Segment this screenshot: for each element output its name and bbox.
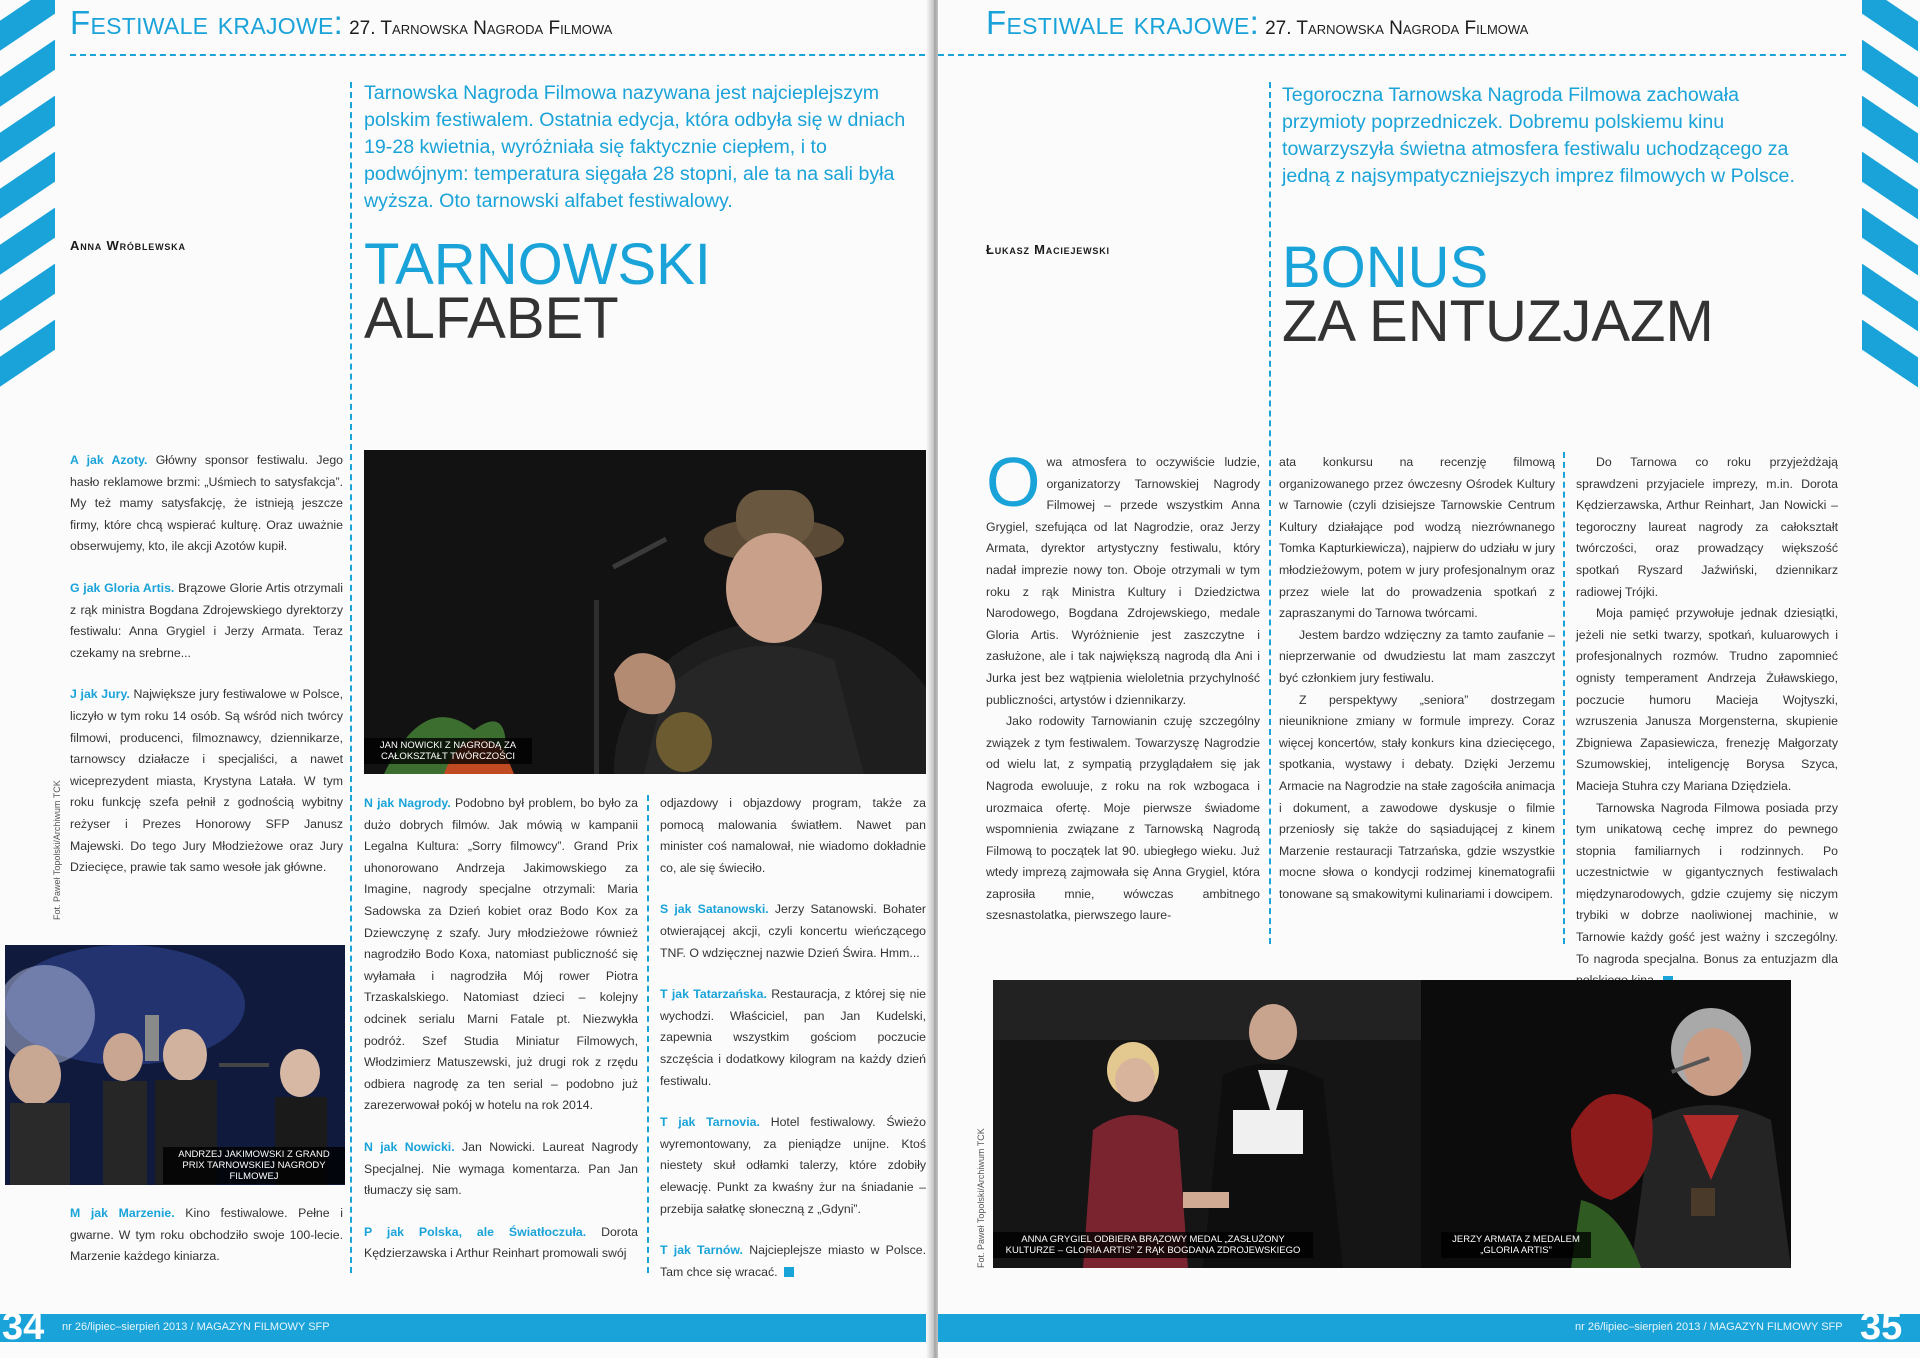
entry-keyword: P jak Polska, ale Światłoczuła.	[364, 1224, 587, 1239]
section-header-left	[70, 4, 612, 44]
article-title-line2-left: ALFABET	[364, 286, 619, 351]
entry-keyword: A jak Azoty.	[70, 453, 148, 467]
photo-jerzy-armata	[1421, 980, 1791, 1268]
paragraph: Z perspektywy „seniora” dostrzegam nieuniknione zmiany w formule imprezy. Coraz więcej koncertów, stały konkurs kina dziecięcego, spotkania, wystawy i debaty. Dzięki Jerzemu Armacie na Nagrodzie na stałe zagościła animacja i dokument, a zawodowe dyskusje o filmie przeniosły się także do sąsiadującej z kinem Marzenie restauracji Tatrzańska, gdzie wszystkie mocne słowa o kondycji rodzimej kinematografii tonowane są smakowitymi kulinariami i dowcipem.	[1279, 692, 1555, 901]
alphabet-entry	[660, 984, 926, 1092]
alphabet-entry	[660, 899, 926, 964]
column-divider	[1269, 82, 1271, 944]
alphabet-entry	[364, 1137, 638, 1202]
alphabet-entry	[660, 1112, 926, 1220]
decorative-stripes-right	[1858, 0, 1918, 400]
photo-andrzej-jakimowski	[5, 945, 345, 1185]
article-column-1	[70, 450, 343, 899]
entry-keyword: G jak Gloria Artis.	[70, 580, 175, 595]
paragraph	[986, 443, 1260, 711]
photo-credit: Fot. Paweł Topolski/Archiwum TCK	[52, 780, 62, 920]
entry-keyword: M jak Marzenie.	[70, 1206, 175, 1220]
article-title-line1-right: BONUS	[1282, 235, 1489, 300]
entry-keyword: N jak Nagrody.	[364, 796, 451, 810]
entry-text: Restauracja, z której się nie wychodzi. Właściciel, pan Jan Kudelski, zapewnia wszystkim gościom poczucie szczęścia i dodatkowy kilogram na każdy dzień festiwalu.	[660, 987, 927, 1088]
entry-text: Główny sponsor festiwalu. Jego hasło reklamowe brzmi: „Uśmiech to satysfakcja”. My też mamy satysfakcję, że istnieją jeszcze firmy, które chcą wspierać kulturę. Oraz uważnie obserwujemy, kto, ile akcji Azotów kupił.	[70, 453, 343, 554]
header-rule-left	[70, 54, 925, 56]
entry-keyword: T jak Tarnovia.	[660, 1115, 760, 1130]
left-page	[0, 0, 930, 1358]
lead-paragraph-left: Tarnowska Nagroda Filmowa nazywana jest najcieplejszym polskim festiwalem. Ostatnia edycja, która odbyła się w dniach 19-28 kwietnia, wyróżniała się faktycznie ciepłem, i to podwójnym: temperatura sięgała 28 stopni, ale ta na sali była wyższa. Oto tarnowski alfabet festiwalowy.	[364, 82, 906, 212]
author-name-right: Łukasz Maciejewski	[986, 242, 1110, 257]
entry-text: Podobno był problem, bo było za dużo dobrych filmów. Jak mówią w kampanii Legalna Kultura: „Sorry filmowcy”. Grand Prix uhonorowano Andrzeja Jakimowskiego za Imagine, nagrody specjalne otrzymali: Maria Sadowska za Dzień kobiet oraz Bodo Kox za Dziewczynę z szafy. Jury młodzieżowe również nagrodziło Bodo Koxa, natomiast publiczność się wyłamała i nagrodziła Mój rower Piotra Trzaskalskiego. Natomiast dzieci – kolejny odcinek serialu Marni Fatale pt. Niezwykła podróż. Szef Studia Miniatur Filmowych, Włodzimierz Matuszewski, już drugi rok z rzędu odbiera nagrodę za ten serial – podobno już zarezerwował pokój w hotelu na rok 2014.	[364, 796, 638, 1113]
photo-caption: ANNA GRYGIEL ODBIERA BRĄZOWY MEDAL „ZASŁUŻONY KULTURZE – GLORIA ARTIS” Z RĄK BOGDANA ZDROJEWSKIEGO	[993, 1232, 1313, 1258]
column-divider	[647, 795, 649, 1273]
page-number-right: 35	[1860, 1306, 1903, 1348]
alphabet-entry	[364, 1222, 638, 1265]
alphabet-entry	[70, 1203, 343, 1268]
entry-text: Dorota Kędzierzawska i Arthur Reinhart promowali swój	[364, 1224, 638, 1261]
article-column-1-right	[986, 443, 1260, 927]
photo-caption: ANDRZEJ JAKIMOWSKI Z GRAND PRIX TARNOWSKIEJ NAGRODY FILMOWEJ	[163, 1147, 345, 1184]
header-rule-right	[938, 54, 1846, 56]
end-of-article-mark	[784, 1267, 794, 1277]
photo-jerzy-armata-image	[1421, 980, 1791, 1268]
paragraph-text: wa atmosfera to oczywiście ludzie, organizatorzy Tarnowskiej Nagrody Filmowej – przede wszystkim Anna Grygiel, szefująca od lat Nagrodzie, oraz Jerzy Armata, dyrektor artystyczny festiwalu, który nadał imprezie nowy ton. Oboje otrzymali w tym roku z rąk Ministra Kultury i Dziedzictwa Narodowego, Bogdana Zdrojewskiego, medale Gloria Artis. Wyróżnienie jest zaszczytne i zasłużone, ale i tak największą nagrodą dla Ani i Jurka jest bez wątpienia wieloletnia przychylność publiczności, artystów i dziennikarzy.	[986, 455, 1260, 707]
entry-keyword: N jak Nowicki.	[364, 1139, 455, 1154]
alphabet-entry	[364, 793, 638, 1117]
paragraph: Do Tarnowa co roku przyjeżdżają sprawdzeni przyjaciele imprezy, m.in. Dorota Kędzierzawska, Arthur Reinhart, Jan Nowicki – tegoroczny laureat nagrody za całokształt twórczości, oraz prowadzący większość spotkań Ryszard Jaźwiński, dziennikarz radiowej Trójki.	[1576, 455, 1838, 599]
photo-credit: Fot. Paweł Topolski/Archiwum TCK	[976, 1128, 986, 1268]
section-header-sub: 27. Tarnowska Nagroda Filmowa	[1265, 18, 1529, 39]
alphabet-entry	[70, 450, 343, 558]
section-header-main: Festiwale krajowe:	[986, 4, 1260, 41]
photo-jan-nowicki	[364, 450, 930, 774]
section-header-sub: 27. Tarnowska Nagroda Filmowa	[349, 18, 613, 39]
footer-magazine: / MAGAZYN FILMOWY SFP	[1703, 1321, 1843, 1333]
author-name-left: Anna Wróblewska	[70, 238, 186, 253]
entry-keyword: J jak Jury.	[70, 687, 130, 702]
footer-magazine: / MAGAZYN FILMOWY SFP	[190, 1321, 330, 1333]
paragraph-text: Tarnowska Nagroda Filmowa posiada przy tym unikatową cechę imprez do pewnego stopnia familiarnych i rodzinnych. Po uczestnictwie w gigantycznych festiwalach międzynarodowych, gdzie czujemy się niczym trybiki w dobrze naoliwionej machinie, w Tarnowie każdy gość jest ważny i szczególny. To nagroda specjalna. Bonus za entuzjazm dla	[1576, 800, 1838, 966]
footer-year: 2013	[162, 1321, 188, 1333]
paragraph: Jestem bardzo wdzięczny za tamto zaufanie – nieprzerwanie od dwudziestu lat mam zaszczyt być członkiem jury festiwalu.	[1279, 627, 1555, 685]
entry-text: Brązowe Glorie Artis otrzymali z rąk ministra Bogdana Zdrojewskiego dyrektorzy festiwalu: Anna Grygiel i Jerzy Armata. Teraz czekamy na srebrne...	[70, 580, 343, 660]
footer-issue: nr 26/lipiec–sierpień	[62, 1321, 160, 1333]
entry-text: Hotel festiwalowy. Świeżo wyremontowany, za pieniądze unijne. Ktoś niestety skuł odłamki talerzy, które zdobiły elewację. Punkt za kwaśny żur na śniadanie – przebija sałatkę słoneczną z „Gdyni”.	[660, 1115, 926, 1216]
section-header-right	[986, 4, 1528, 44]
alphabet-entry	[660, 1240, 926, 1283]
article-title-line1-left: TARNOWSKI	[364, 232, 711, 297]
photo-anna-grygiel-image	[993, 980, 1421, 1268]
entry-keyword: T jak Tatarzańska.	[660, 987, 767, 1002]
entry-text: odjazdowy i objazdowy program, także za pomocą malowania światłem. Nawet pan minister coś namalował, nie wiadomo dokładnie co, ale się świeciło.	[660, 796, 926, 875]
article-column-3	[660, 793, 926, 1303]
decorative-stripes-left	[0, 0, 60, 400]
article-column-2-right	[1279, 452, 1555, 905]
right-page	[938, 0, 1920, 1358]
photo-caption: JAN NOWICKI Z NAGRODĄ ZA CAŁOKSZTAŁT TWÓRCZOŚCI	[364, 738, 532, 764]
drop-cap: O	[986, 443, 1041, 521]
entry-keyword: S jak Satanowski.	[660, 902, 769, 917]
alphabet-entry	[70, 684, 343, 878]
article-title-line2-right: ZA ENTUZJAZM	[1282, 289, 1714, 354]
article-column-3-right	[1576, 452, 1838, 992]
section-header-main: Festiwale krajowe:	[70, 4, 344, 41]
column-divider	[1563, 452, 1565, 944]
article-column-1-bottom	[70, 1203, 343, 1288]
photo-anna-grygiel	[993, 980, 1421, 1268]
footer-issue: nr 26/lipiec–sierpień	[1575, 1321, 1673, 1333]
column-divider	[350, 82, 352, 792]
paragraph	[1576, 798, 1838, 992]
photo-jan-nowicki-image	[364, 450, 930, 774]
paragraph: Jako rodowity Tarnowianin czuję szczególny związek z tym festiwalem. Towarzyszę Nagrodzie od wielu lat, z sympatią przyglądałem się jak Nagroda ewoluuje, z roku na rok wzbogaca i urozmaica ofertę. Moje pierwsze świadome wspomnienia związane z Tarnowską Nagrodą Filmową to początek lat 90. ubiegłego wieku. Już wtedy imprezą zajmowała się Anna Grygiel, która zaprosiła mnie, wówczas ambitnego szesnastolatka, pierwszego laure-	[986, 714, 1260, 923]
alphabet-entry	[70, 578, 343, 664]
entry-text: Jan Nowicki. Laureat Nagrody Specjalnej. Nie wymaga komentarza. Pan Jan tłumaczy się sam.	[364, 1139, 638, 1198]
entry-text: Jerzy Satanowski. Bohater otwierającej akcji, czyli koncertu wieńczącego TNF. O wdzięcznej nazwie Dzień Świra. Hmm...	[660, 902, 926, 960]
entry-text: Kino festiwalowe. Pełne i gwarne. W tym roku obchodziło swoje 100-lecie. Marzenie każdego kiniarza.	[70, 1206, 343, 1264]
footer-issue-left	[62, 1321, 330, 1333]
entry-text: Najcieplejsze miasto w Polsce. Tam chce się wracać.	[660, 1243, 927, 1279]
entry-keyword: T jak Tarnów.	[660, 1243, 743, 1258]
alphabet-entry	[660, 793, 926, 879]
footer-issue-right	[1575, 1321, 1843, 1333]
footer-year: 2013	[1675, 1321, 1701, 1333]
page-number-left: 34	[2, 1306, 45, 1348]
article-column-2	[364, 793, 638, 1285]
lead-paragraph-right: Tegoroczna Tarnowska Nagroda Filmowa zachowała przymioty poprzedniczek. Dobremu polskiemu kinu towarzyszyła świetna atmosfera festiwalu uchodzącego za jedną z najsympatyczniejszych imprez filmowych w Polsce.	[1282, 84, 1795, 187]
paragraph: ata konkursu na recenzję filmową organizowanego przez ówczesny Ośrodek Kultury w Tarnowie (czyli dzisiejsze Tarnowskie Centrum Kultury działające pod wodzą niezrównanego Tomka Kapturkiewicza), najpierw do udziału w jury młodzieżowym, potem w jury profesjonalnym oraz przez wiele lat do prowadzenia spotkań z zapraszanymi do Tarnowa twórcami.	[1279, 455, 1555, 621]
paragraph: Moja pamięć przywołuje jednak dziesiątki, jeżeli nie setki twarzy, spotkań, kuluarowych i profesjonalnych rozmów. Trudno zapomnieć ognisty temperament Andrzeja Żuławskiego, poczucie humoru Macieja Wojtyszki, wzruszenia Janusza Morgensterna, skupienie Zbigniewa Zapasiewicza, frenezję Małgorzaty Szumowskiej, inteligencję Borysa Szyca, Macieja Stuhra czy Mariana Dziędziela.	[1576, 606, 1838, 793]
entry-text: Największe jury festiwalowe w Polsce, liczyło w tym roku 14 osób. Są wśród nich twórcy filmowi, producenci, filmoznawcy, dziennikarze, tarnowscy działacze i specjaliści, a nawet wiceprezydent miasta, Krystyna Latała. W tym roku funkcję szefa pełnił z godnością wybitny reżyser i Prezes Honorowy SFP Janusz Majewski. Do tego Jury Młodzieżowe oraz Jury Dziecięce, prawie tak samo wesołe jak główne.	[70, 687, 343, 875]
photo-caption: JERZY ARMATA Z MEDALEM „GLORIA ARTIS”	[1441, 1232, 1591, 1258]
column-divider	[350, 795, 352, 1273]
